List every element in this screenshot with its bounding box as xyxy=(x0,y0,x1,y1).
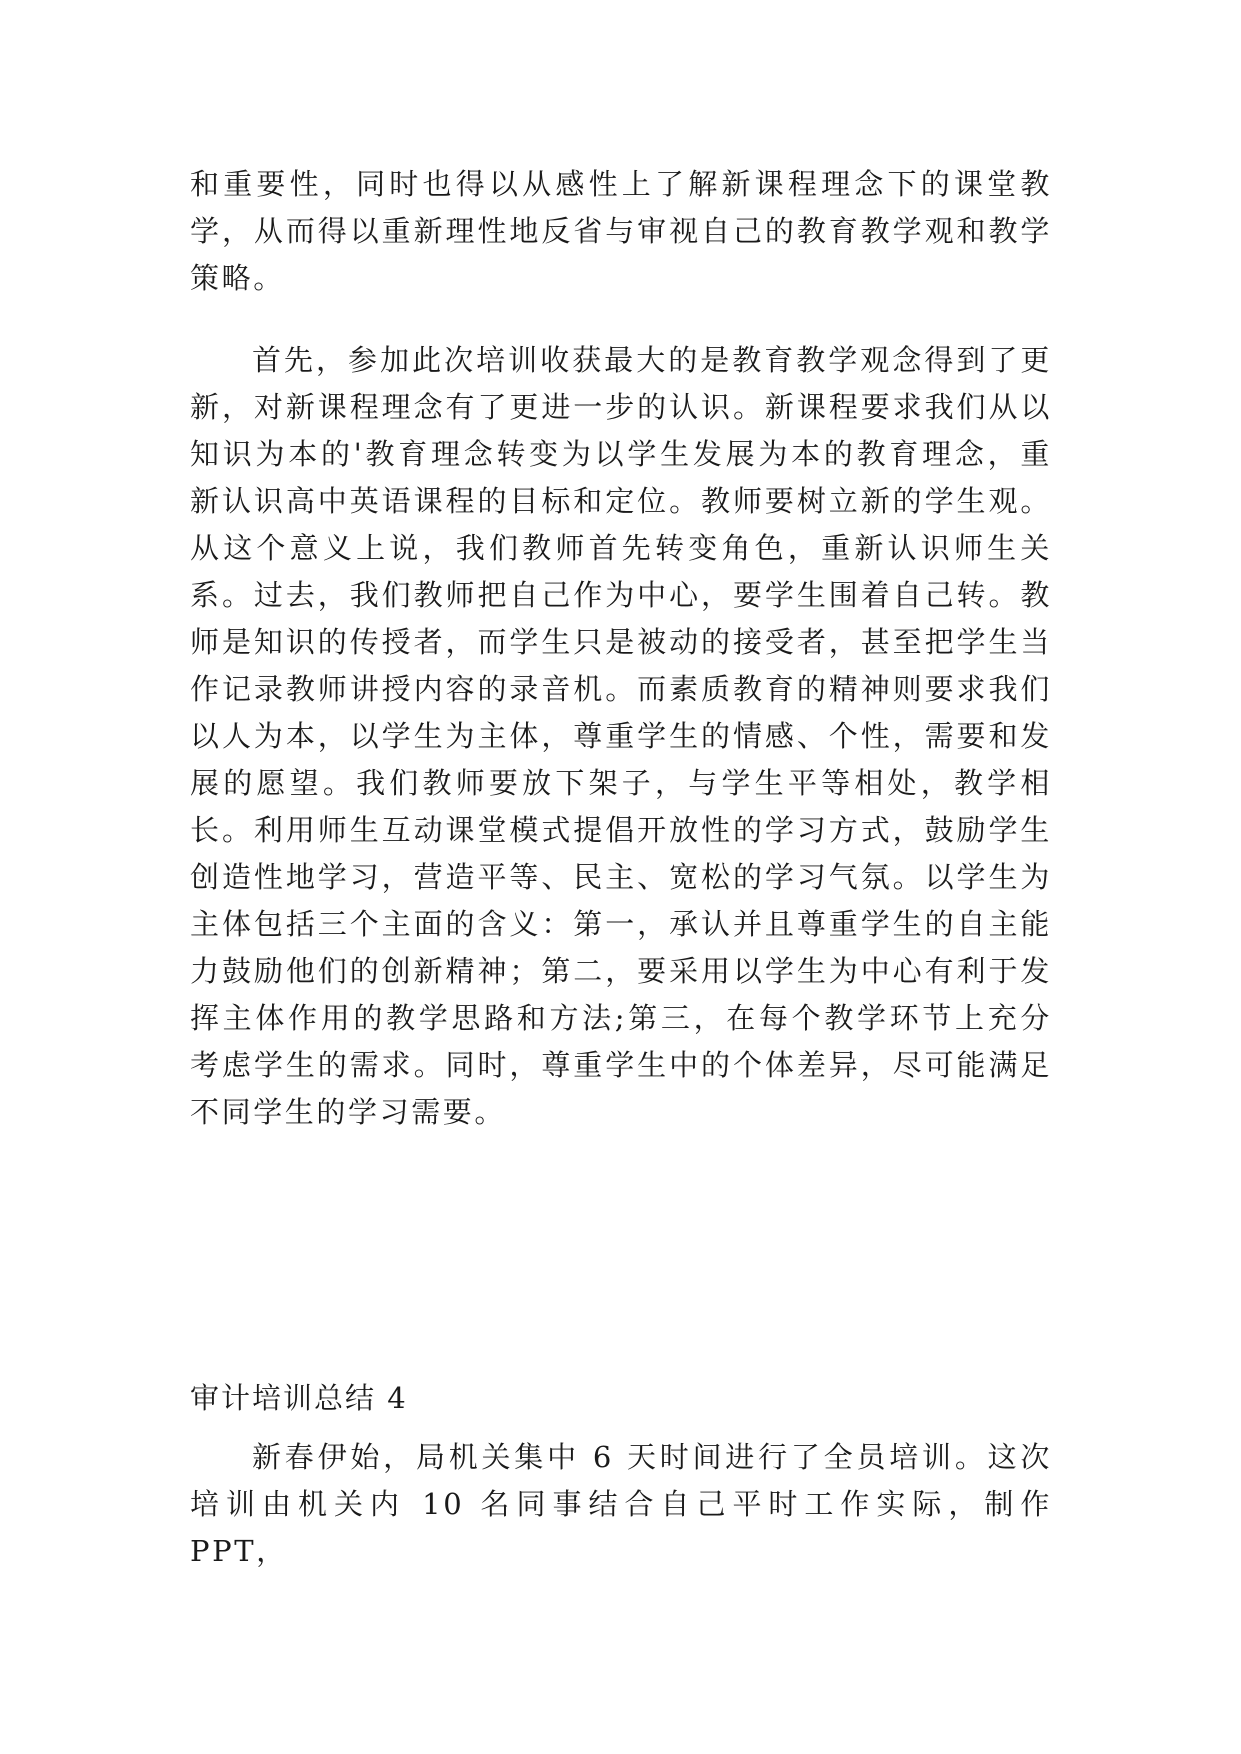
paragraph-first xyxy=(190,337,1052,1136)
paragraph-text: 首先，参加此次培训收获最大的是教育教学观念得到了更新，对新课程理念有了更进一步的认识。新课程要求我们从以知识为本的'教育理念转变为以学生发展为本的教育理念，重新认识高中英语课程的目标和定位。教师要树立新的学生观。从这个意义上说，我们教师首先转变角色，重新认识师生关系。过去，我们教师把自己作为中心，要学生围着自己转。教师是知识的传授者，而学生只是被动的接受者，甚至把学生当作记录教师讲授内容的录音机。而素质教育的精神则要求我们以人为本，以学生为主体，尊重学生的情感、个性，需要和发展的愿望。我们教师要放下架子，与学生平等相处，教学相长。利用师生互动课堂模式提倡开放性的学习方式，鼓励学生创造性地学习，营造平等、民主、宽松的学习气氛。以学生为主体包括三个主面的含义：第一，承认并且尊重学生的自主能力鼓励他们的创新精神；第二，要采用以学生为中心有利于发挥主体作用的教学思路和方法;第三，在每个教学环节上充分考虑学生的需求。同时，尊重学生中的个体差异，尽可能满足不同学生的学习需要。 xyxy=(190,343,1052,1129)
paragraph-continuation xyxy=(190,161,1052,302)
paragraph-text: 和重要性，同时也得以从感性上了解新课程理念下的课堂教学，从而得以重新理性地反省与审视自己的教育教学观和教学策略。 xyxy=(190,167,1052,295)
paragraph-text: 新春伊始，局机关集中 6 天时间进行了全员培训。这次培训由机关内 10 名同事结合自己平时工作实际，制作 PPT， xyxy=(190,1440,1052,1568)
paragraph-intro xyxy=(190,1434,1052,1575)
section-heading: 审计培训总结 4 xyxy=(190,1381,408,1415)
